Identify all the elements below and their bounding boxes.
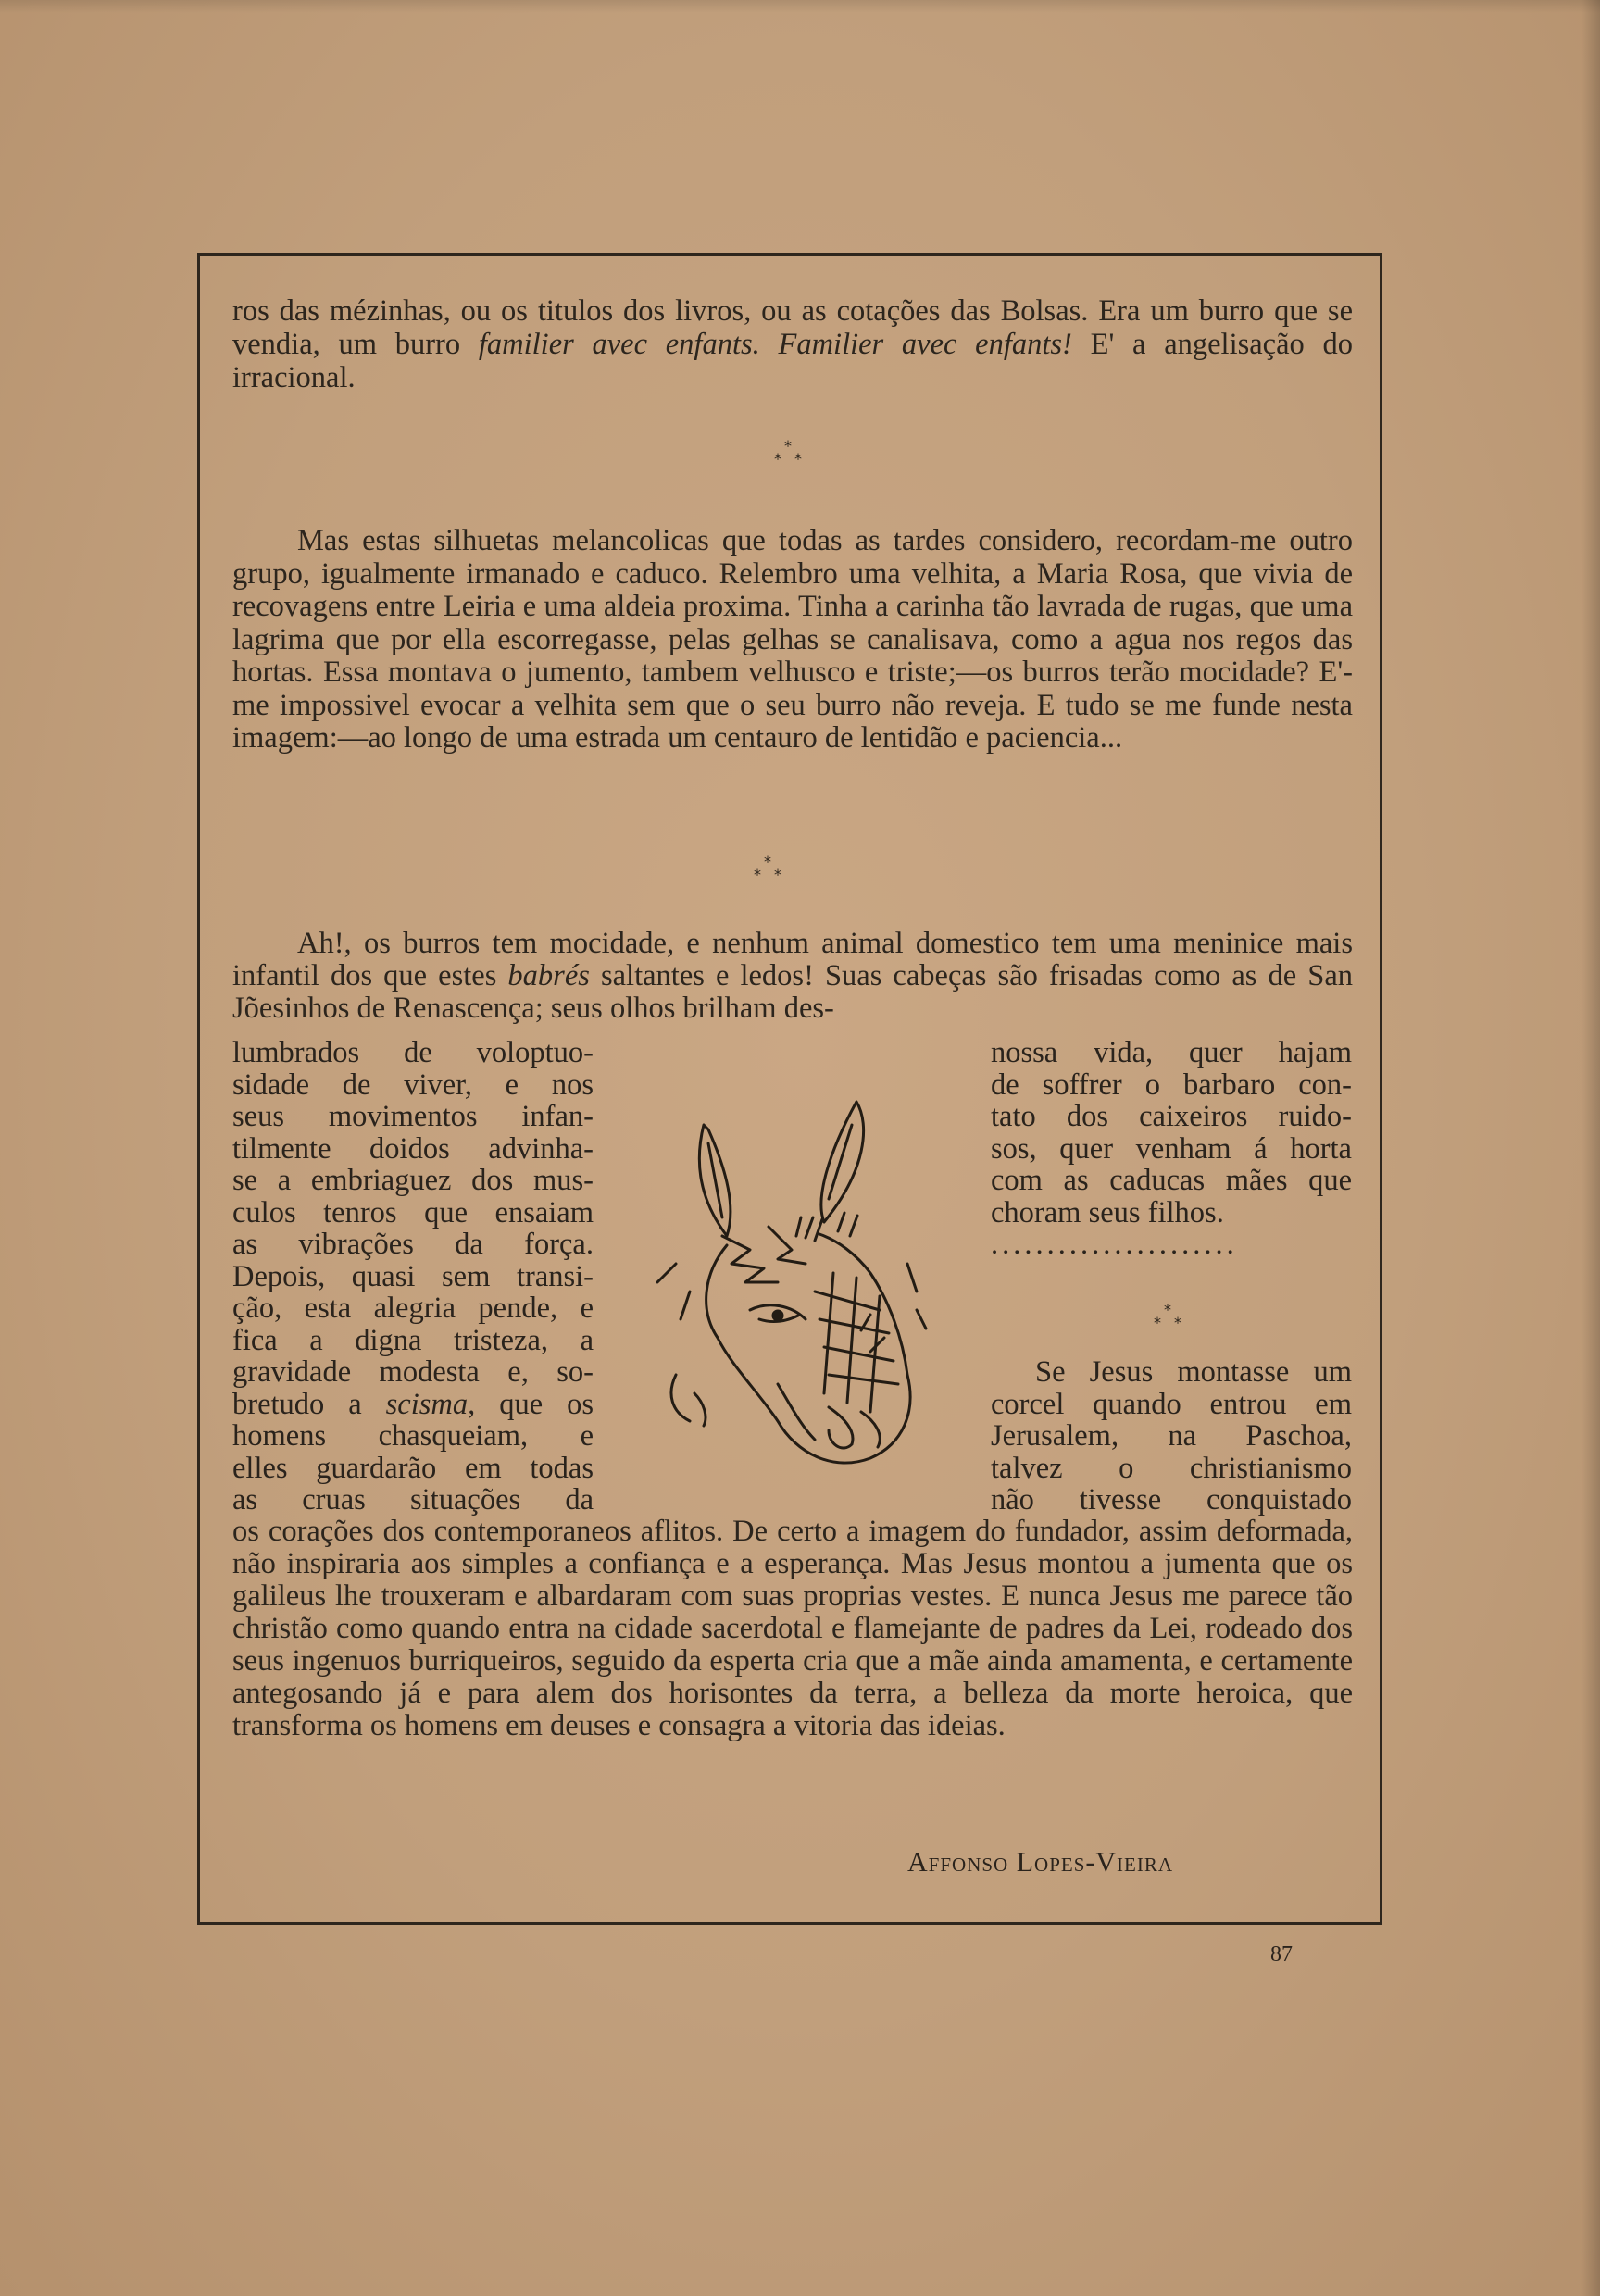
right-column-line: corcel quando entrou em <box>991 1387 1352 1421</box>
page-gutter-shadow <box>1581 0 1600 2296</box>
paragraph-top-end: E' a angelisação do irracional. <box>232 328 1353 394</box>
left-column-line: se a embriaguez dos mus- <box>232 1164 594 1197</box>
right-column-2 <box>991 1356 1352 1516</box>
left-column-text: que os <box>475 1387 594 1421</box>
asterism-star: * <box>754 866 761 883</box>
right-column-line: Se Jesus montasse um <box>1035 1355 1352 1389</box>
right-column-line: de soffrer o barbaro con- <box>991 1067 1352 1102</box>
left-column-line: Depois, quasi sem transi- <box>232 1259 594 1293</box>
paragraph-top-text: ros das mézinhas, ou os titulos dos livros, ou as cotações das Bolsas. Era um burro que se vendia, um burro <box>232 294 1353 361</box>
asterism-star: * <box>764 853 771 870</box>
donkey-head-illustration <box>639 1088 944 1495</box>
right-column-line: talvez o christianismo <box>991 1451 1352 1485</box>
left-column-line <box>232 1389 594 1421</box>
asterism-star: * <box>794 450 802 468</box>
left-column-line: gravidade modesta e, so- <box>232 1355 594 1389</box>
asterism-star: * <box>1174 1314 1181 1331</box>
left-column-line: as vibrações da força. <box>232 1228 594 1261</box>
right-column-line: tato dos caixeiros ruido- <box>991 1100 1352 1133</box>
asterism-separator-3 <box>1148 1301 1204 1338</box>
asterism-separator-1 <box>769 437 824 474</box>
asterism-star: * <box>774 866 781 883</box>
paragraph-top <box>232 294 1353 394</box>
paragraph-3-italic: babrés <box>507 959 590 992</box>
paragraph-2 <box>232 525 1353 755</box>
author-signature: Affonso Lopes-Vieira <box>907 1847 1174 1878</box>
left-column-line: tilmente doidos advinha- <box>232 1131 594 1166</box>
asterism-separator-2 <box>748 853 804 890</box>
paragraph-final-text: os corações dos contemporaneos aflitos. De certo a imagem do fundador, assim deformada, não inspiraria aos simples a confiança e a esperança. Mas Jesus montou a jumenta que os galileus lhe trouxeram e albardaram com suas proprias vestes. E nunca Jesus me parece tão christão como quando entra na cidade sacerdotal e flamejante de padres da Lei, rodeado dos seus ingenuos burriqueiros, seguido da esperta cria que a mãe ainda amamenta, e certamente antegosando já e para alem dos horisontes da terra, a belleza da morte heroica, que transforma os homens em deuses e consagra a vitoria das ideias. <box>232 1515 1353 1742</box>
asterism-star: * <box>1164 1301 1171 1318</box>
page-number: 87 <box>1270 1942 1293 1966</box>
left-column <box>232 1037 594 1516</box>
left-column-line: elles guardarão em todas <box>232 1451 594 1485</box>
paragraph-3-text: Ah!, os burros tem mocidade, e nenhum animal domestico tem uma meninice mais infantil dos que estes <box>232 927 1353 992</box>
right-column-line: sos, quer venham á horta <box>991 1131 1352 1166</box>
right-column-line: não tivesse conquistado <box>991 1483 1352 1516</box>
right-column-line: Jerusalem, na Paschoa, <box>991 1419 1352 1453</box>
page-top-edge <box>0 0 1600 13</box>
asterism-star: * <box>1154 1314 1161 1331</box>
paragraph-2-text: Mas estas silhuetas melancolicas que todas as tardes considero, recordam-me outro grupo, igualmente irmanado e caduco. Relembro uma velhita, a Maria Rosa, que vivia de recovagens entre Leiria e uma aldeia proxima. Tinha a carinha tão lavrada de rugas, que uma lagrima que por ella escorregasse, pelas gelhas se canalisava, como a agua nos regos das hortas. Essa montava o jumento, tambem velhusco e triste;—os burros terão mocidade? E'-me impossivel evocar a velhita sem que o seu burro não reveja. E tudo se me funde nesta imagem:—ao longo de uma estrada um centauro de lentidão e paciencia... <box>232 524 1353 755</box>
left-column-line: lumbrados de voloptuo- <box>232 1036 594 1069</box>
left-column-line: culos tenros que ensaiam <box>232 1195 594 1229</box>
asterism-star: * <box>784 437 792 455</box>
right-column-line: com as caducas mães que <box>991 1164 1352 1197</box>
right-column <box>991 1037 1352 1261</box>
left-column-line: ção, esta alegria pende, e <box>232 1292 594 1325</box>
left-column-line: sidade de viver, e nos <box>232 1067 594 1102</box>
left-column-line: homens chasqueiam, e <box>232 1419 594 1453</box>
left-column-text: bretudo a <box>232 1387 386 1421</box>
left-column-line: as cruas situações da <box>232 1483 594 1516</box>
right-column-line: nossa vida, quer hajam <box>991 1036 1352 1069</box>
paragraph-3 <box>232 928 1353 1025</box>
paragraph-top-italic: familier avec enfants. Familier avec enfants! <box>478 328 1072 361</box>
paragraph-final <box>232 1516 1353 1742</box>
right-column-line: choram seus filhos. <box>991 1195 1224 1229</box>
dotted-line: ...................... <box>991 1228 1238 1261</box>
asterism-star: * <box>774 450 781 468</box>
left-column-line: fica a digna tristeza, a <box>232 1323 594 1357</box>
paragraph-3-rest: saltantes e ledos! Suas cabeças são frisadas como as de San Jõesinhos de Renascença; seus olhos brilham des- <box>232 959 1353 1025</box>
left-column-line: seus movimentos infan- <box>232 1100 594 1133</box>
left-column-italic: scisma, <box>385 1387 476 1421</box>
